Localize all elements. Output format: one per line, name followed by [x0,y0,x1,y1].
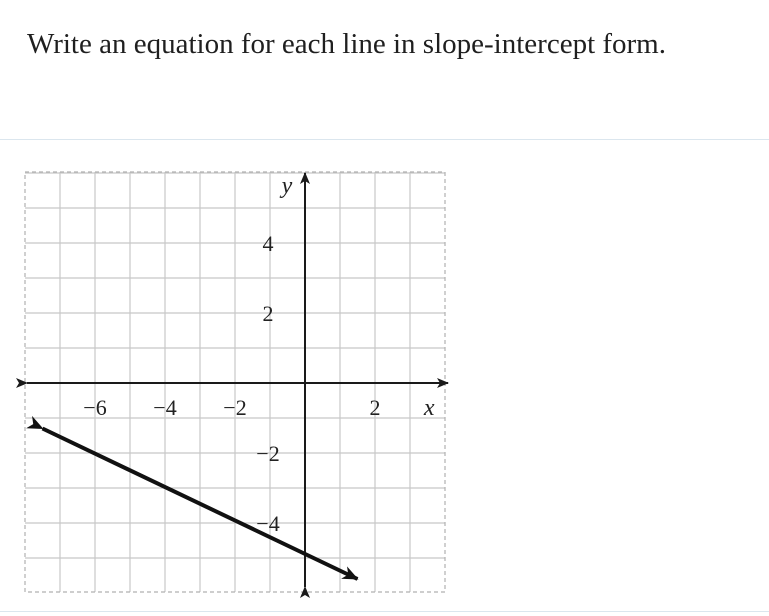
x-axis-label: x [423,395,435,421]
y-tick-label: −4 [256,511,280,536]
y-tick-label: 4 [262,231,274,256]
x-tick-label: 2 [369,395,381,420]
y-axis-label: y [281,173,293,199]
x-tick-label: −6 [83,395,107,420]
coordinate-graph [0,140,769,610]
x-tick-label: −2 [223,395,247,420]
section-divider-bottom [0,611,769,612]
x-tick-label: −4 [153,395,177,420]
question-prompt: Write an equation for each line in slope-intercept form. [27,28,666,60]
y-tick-label: 2 [262,301,274,326]
y-tick-label: −2 [256,441,280,466]
